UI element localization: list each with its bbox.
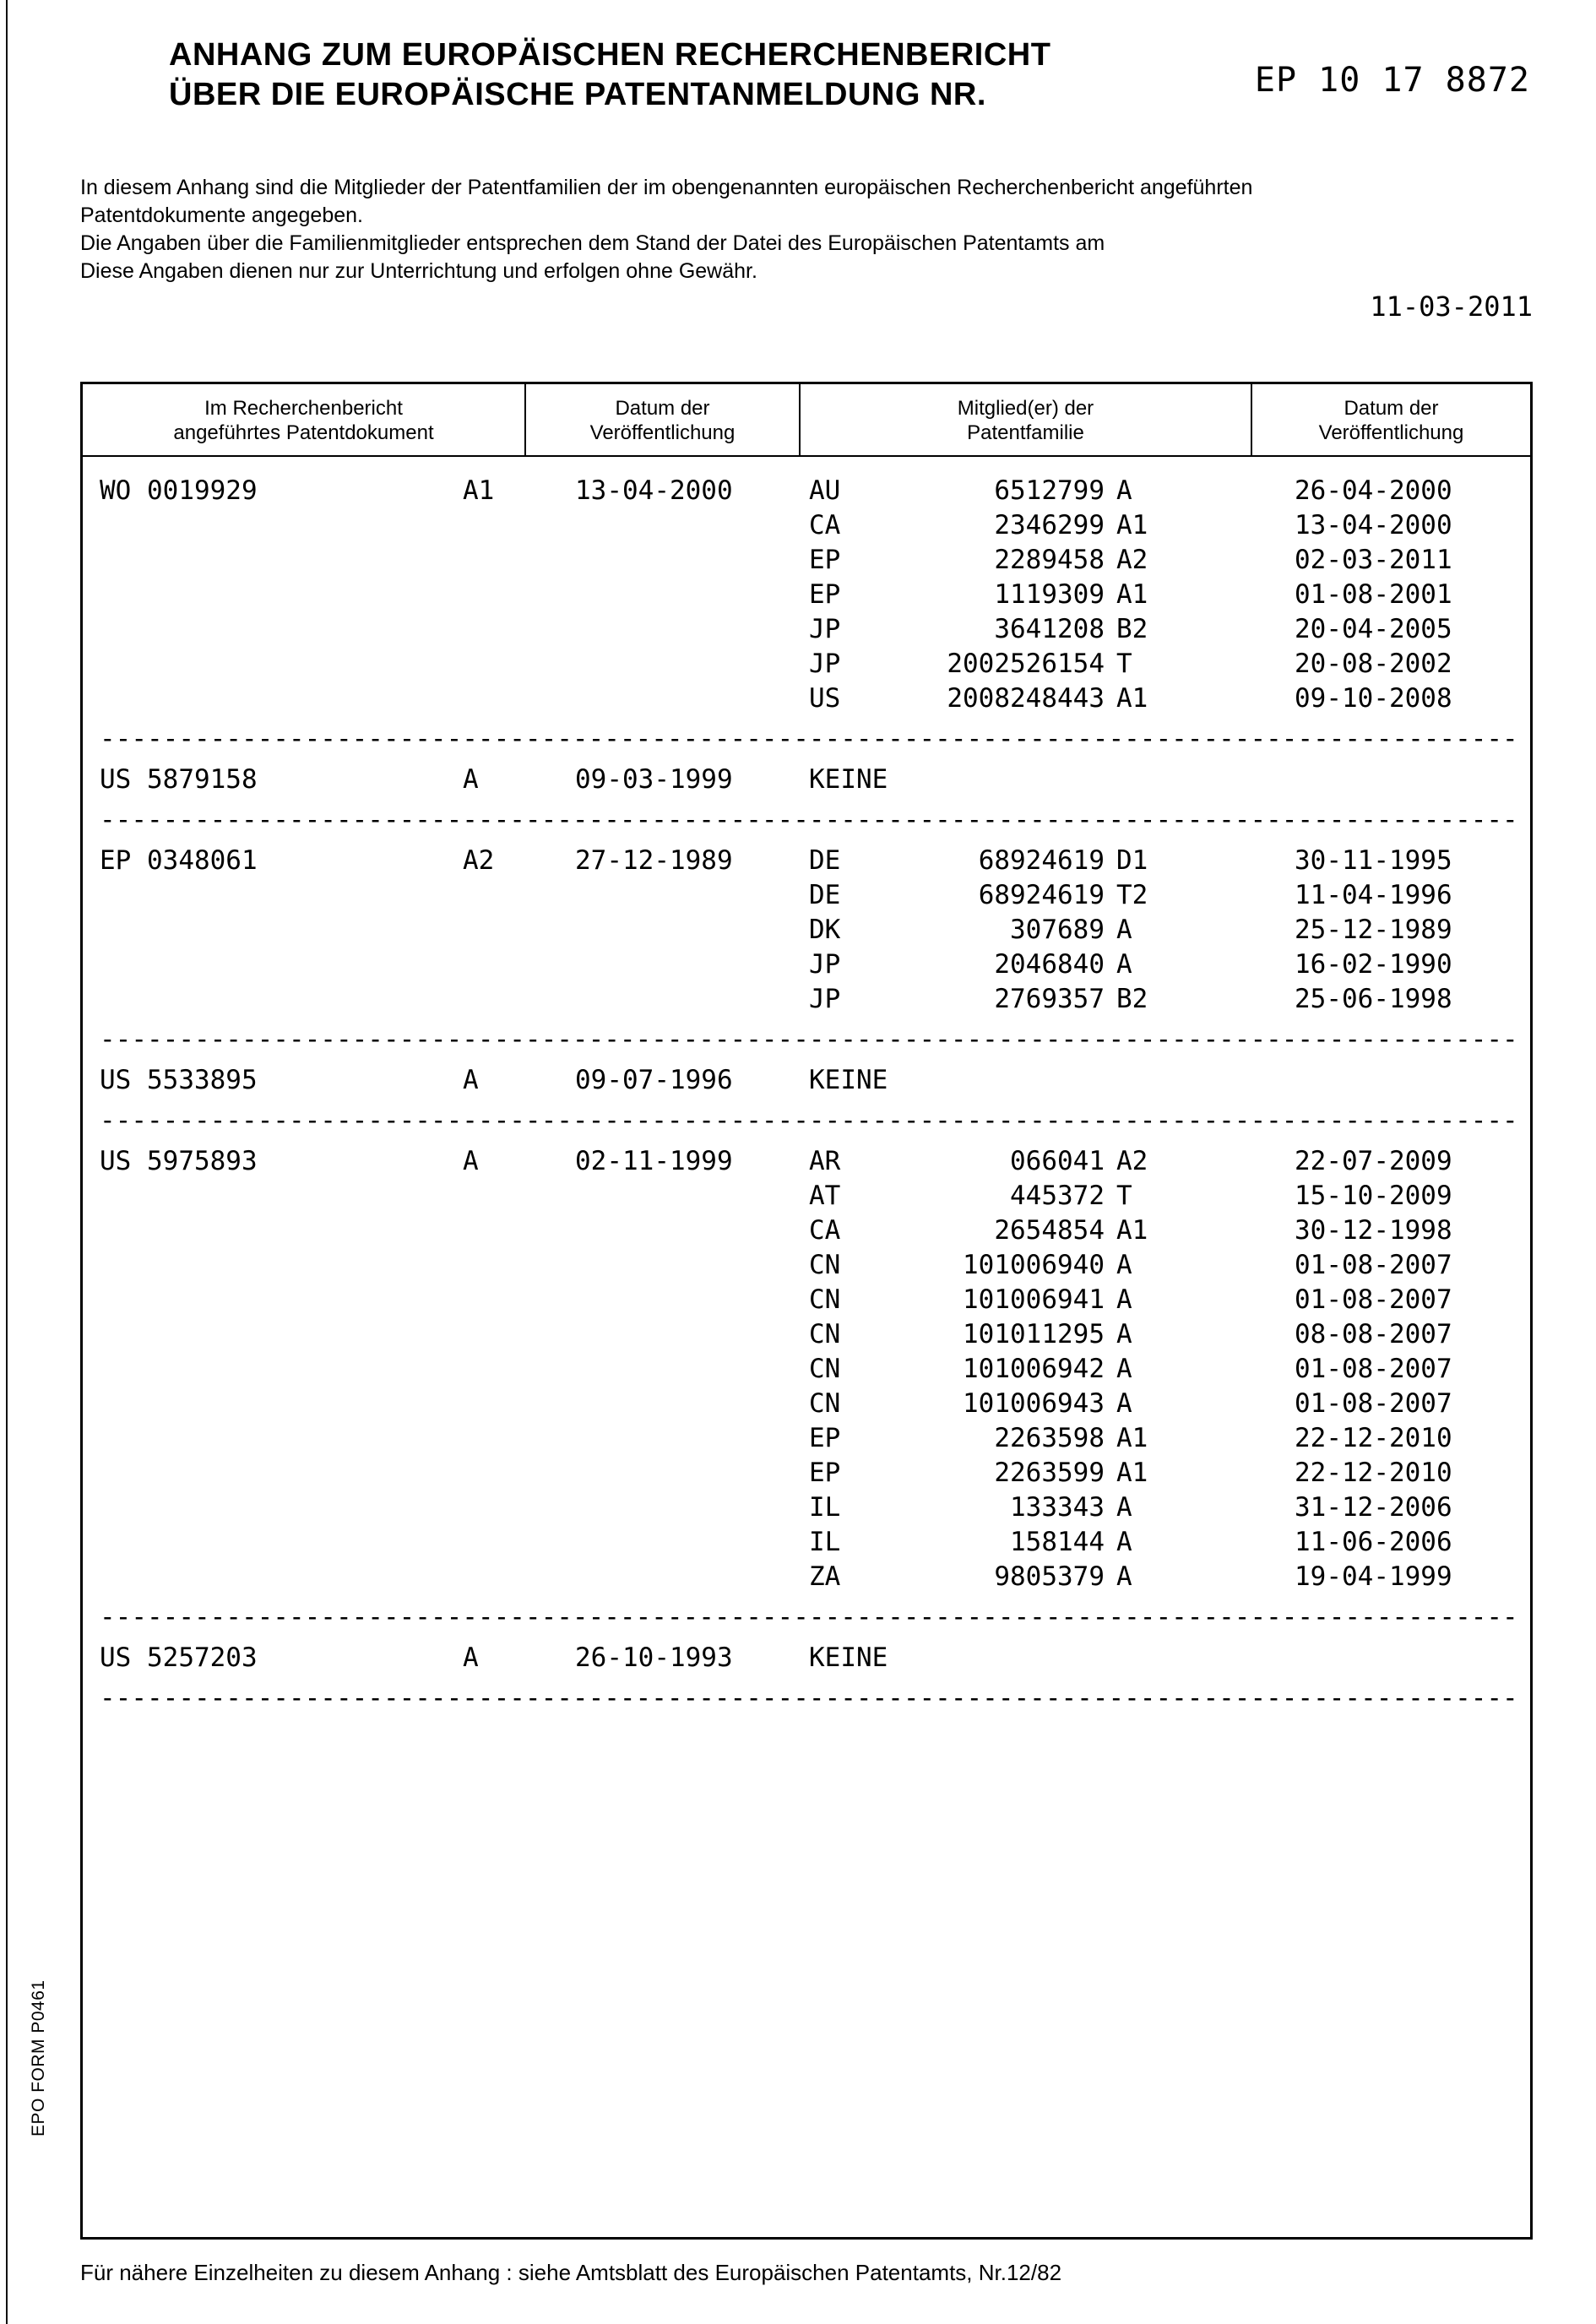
cited-document-cell	[83, 1063, 526, 1098]
member-number: 9805379	[994, 1561, 1105, 1592]
member-publication-date-cell: 01-08-2007	[1295, 1388, 1452, 1419]
member-number: 68924619	[978, 845, 1105, 876]
cited-document-cell	[83, 1179, 526, 1214]
member-country: JP	[809, 614, 841, 644]
family-member-cell	[801, 1525, 1252, 1560]
member-number: 158144	[1010, 1527, 1105, 1557]
dashed-separator: ------------------------------------------------------------------------------------------	[100, 1683, 1518, 1713]
no-family-members-label: KEINE	[809, 1065, 888, 1095]
table-row	[83, 612, 1530, 647]
column-header-line: Veröffentlichung	[1318, 421, 1464, 444]
member-number: 307689	[1010, 915, 1105, 945]
cited-document-cell	[83, 948, 526, 982]
member-number: 2346299	[994, 510, 1105, 540]
column-header-line: Veröffentlichung	[589, 421, 736, 444]
cited-publication-date-cell	[526, 1352, 801, 1387]
member-kind: A1	[1116, 579, 1148, 610]
cited-document-number: US 5975893	[100, 1146, 258, 1176]
member-publication-date-cell: 20-08-2002	[1295, 649, 1452, 679]
no-family-members-label: KEINE	[809, 764, 888, 795]
member-number: 2002526154	[947, 649, 1105, 679]
cited-document-cell	[83, 844, 526, 878]
cited-document-number: WO 0019929	[100, 475, 258, 506]
cited-publication-date-cell	[526, 1491, 801, 1525]
footer-note: Für nähere Einzelheiten zu diesem Anhang : siehe Amtsblatt des Europäischen Patentamts, Nr.12/82	[80, 2260, 1062, 2285]
cited-document-cell	[83, 763, 526, 797]
member-kind: A2	[1116, 1146, 1148, 1176]
cited-publication-date-cell	[526, 913, 801, 948]
family-member-cell	[801, 1283, 1252, 1317]
member-country: CN	[809, 1319, 841, 1349]
member-country: JP	[809, 649, 841, 679]
table-row	[83, 982, 1530, 1017]
member-publication-date-cell: 01-08-2007	[1295, 1250, 1452, 1280]
cited-publication-date-cell	[526, 1525, 801, 1560]
cited-publication-date-cell	[526, 508, 801, 543]
member-kind: A	[1116, 1527, 1132, 1557]
member-country: JP	[809, 984, 841, 1014]
member-country: CN	[809, 1250, 841, 1280]
family-member-cell	[801, 474, 1252, 508]
cited-document-cell	[83, 681, 526, 716]
intro-line-1: In diesem Anhang sind die Mitglieder der Patentfamilien der im obengenannten europäischen Recherchenbericht angeführten	[80, 176, 1253, 199]
member-publication-date-cell	[1252, 1641, 1530, 1675]
table-body	[83, 457, 1530, 1716]
family-member-cell	[801, 1179, 1252, 1214]
cited-publication-date-cell	[526, 1283, 801, 1317]
member-publication-date-cell: 30-11-1995	[1295, 845, 1452, 876]
column-header-line: Datum der	[1344, 397, 1439, 420]
table-row	[83, 1144, 1530, 1179]
family-member-cell	[801, 1491, 1252, 1525]
member-kind: A	[1116, 1492, 1132, 1523]
cited-publication-date-cell	[526, 1214, 801, 1248]
member-kind: A	[1116, 1561, 1132, 1592]
table-row	[83, 1063, 1530, 1098]
member-publication-date-cell: 13-04-2000	[1295, 510, 1452, 540]
table-row	[83, 474, 1530, 508]
family-member-cell	[801, 612, 1252, 647]
member-publication-date-cell: 25-12-1989	[1295, 915, 1452, 945]
table-row	[83, 1421, 1530, 1456]
cited-publication-date-cell: 09-03-1999	[575, 764, 733, 795]
member-number: 6512799	[994, 475, 1105, 506]
family-member-cell	[801, 1387, 1252, 1421]
member-number: 2008248443	[947, 683, 1105, 714]
member-country: IL	[809, 1527, 841, 1557]
cited-publication-date-cell	[526, 1248, 801, 1283]
member-number: 2263598	[994, 1423, 1105, 1453]
member-kind: A2	[1116, 545, 1148, 575]
member-country: CA	[809, 510, 841, 540]
cited-document-cell	[83, 1317, 526, 1352]
table-row	[83, 1387, 1530, 1421]
family-member-cell	[801, 913, 1252, 948]
member-publication-date-cell: 22-12-2010	[1295, 1458, 1452, 1488]
member-number: 2263599	[994, 1458, 1105, 1488]
table-row	[83, 1352, 1530, 1387]
member-publication-date-cell: 19-04-1999	[1295, 1561, 1452, 1592]
member-publication-date-cell: 01-08-2001	[1295, 579, 1452, 610]
member-country: CN	[809, 1388, 841, 1419]
title-line-2: ÜBER DIE EUROPÄISCHE PATENTANMELDUNG NR.	[169, 77, 986, 112]
column-header-line: Mitglied(er) der	[957, 397, 1094, 420]
cited-document-cell	[83, 1491, 526, 1525]
table-row	[83, 844, 1530, 878]
table-row	[83, 913, 1530, 948]
cited-document-cell	[83, 578, 526, 612]
cited-document-kind: A1	[463, 475, 495, 506]
document-title	[169, 35, 1050, 115]
family-member-cell	[801, 1456, 1252, 1491]
column-header-line: angeführtes Patentdokument	[173, 421, 434, 444]
member-country: CA	[809, 1215, 841, 1246]
cited-document-cell	[83, 1421, 526, 1456]
cited-document-kind: A2	[463, 845, 495, 876]
member-country: IL	[809, 1492, 841, 1523]
cited-document-cell	[83, 1352, 526, 1387]
cited-document-cell	[83, 1560, 526, 1594]
family-member-cell	[801, 508, 1252, 543]
table-row	[83, 1491, 1530, 1525]
member-country: DE	[809, 880, 841, 910]
report-date: 11-03-2011	[1370, 290, 1533, 323]
column-header-family-members	[801, 384, 1252, 455]
member-kind: B2	[1116, 984, 1148, 1014]
table-row	[83, 948, 1530, 982]
cited-document-cell	[83, 474, 526, 508]
member-kind: A1	[1116, 1423, 1148, 1453]
table-row	[83, 878, 1530, 913]
member-country: US	[809, 683, 841, 714]
member-kind: A	[1116, 915, 1132, 945]
family-member-cell	[801, 878, 1252, 913]
table-row	[83, 1641, 1530, 1675]
member-kind: T2	[1116, 880, 1148, 910]
family-member-cell	[801, 578, 1252, 612]
family-member-cell	[801, 1248, 1252, 1283]
column-header-line: Datum der	[615, 397, 710, 420]
member-kind: A	[1116, 1354, 1132, 1384]
intro-line-2: Patentdokumente angegeben.	[80, 204, 363, 227]
column-header-line: Im Recherchenbericht	[204, 397, 403, 420]
member-kind: A	[1116, 1388, 1132, 1419]
member-number: 066041	[1010, 1146, 1105, 1176]
member-number: 68924619	[978, 880, 1105, 910]
table-row	[83, 508, 1530, 543]
table-row	[83, 543, 1530, 578]
member-country: EP	[809, 579, 841, 610]
family-member-cell	[801, 763, 1252, 797]
member-kind: A1	[1116, 1215, 1148, 1246]
column-header-member-date	[1252, 384, 1530, 455]
cited-document-number: US 5879158	[100, 764, 258, 795]
cited-publication-date-cell	[526, 1456, 801, 1491]
intro-line-3: Die Angaben über die Familienmitglieder entsprechen dem Stand der Datei des Europäischen Patentamts am	[80, 231, 1105, 255]
member-publication-date-cell: 11-04-1996	[1295, 880, 1452, 910]
member-kind: A	[1116, 475, 1132, 506]
member-publication-date-cell: 26-04-2000	[1295, 475, 1452, 506]
table-row	[83, 1248, 1530, 1283]
member-kind: T	[1116, 1181, 1132, 1211]
cited-publication-date-cell	[526, 982, 801, 1017]
member-country: EP	[809, 1423, 841, 1453]
member-publication-date-cell: 22-12-2010	[1295, 1423, 1452, 1453]
cited-document-cell	[83, 1641, 526, 1675]
member-kind: B2	[1116, 614, 1148, 644]
family-member-cell	[801, 1214, 1252, 1248]
cited-document-cell	[83, 1144, 526, 1179]
dashed-separator: ------------------------------------------------------------------------------------------	[100, 1105, 1518, 1136]
cited-publication-date-cell	[526, 1317, 801, 1352]
table-row	[83, 1283, 1530, 1317]
family-member-cell	[801, 844, 1252, 878]
cited-document-cell	[83, 647, 526, 681]
member-publication-date-cell: 01-08-2007	[1295, 1354, 1452, 1384]
member-number: 101006942	[963, 1354, 1105, 1384]
cited-publication-date-cell: 02-11-1999	[575, 1146, 733, 1176]
member-kind: A	[1116, 1250, 1132, 1280]
cited-document-cell	[83, 913, 526, 948]
member-publication-date-cell	[1252, 1063, 1530, 1098]
cited-document-cell	[83, 1525, 526, 1560]
member-publication-date-cell: 01-08-2007	[1295, 1284, 1452, 1315]
member-number: 3641208	[994, 614, 1105, 644]
patent-family-table	[80, 382, 1533, 2240]
column-header-line: Patentfamilie	[967, 421, 1084, 444]
family-member-cell	[801, 948, 1252, 982]
family-member-cell	[801, 1317, 1252, 1352]
cited-publication-date-cell	[526, 1179, 801, 1214]
family-member-cell	[801, 1063, 1252, 1098]
member-country: AT	[809, 1181, 841, 1211]
form-code: EPO FORM P0461	[29, 1979, 48, 2137]
intro-paragraph	[80, 174, 1252, 285]
member-publication-date-cell	[1252, 763, 1530, 797]
dashed-separator: ------------------------------------------------------------------------------------------	[100, 1602, 1518, 1632]
table-row	[83, 681, 1530, 716]
member-publication-date-cell: 09-10-2008	[1295, 683, 1452, 714]
member-country: CN	[809, 1284, 841, 1315]
intro-line-4: Diese Angaben dienen nur zur Unterrichtung und erfolgen ohne Gewähr.	[80, 259, 757, 283]
member-publication-date-cell: 20-04-2005	[1295, 614, 1452, 644]
member-kind: A	[1116, 1319, 1132, 1349]
cited-document-cell	[83, 508, 526, 543]
table-row	[83, 1560, 1530, 1594]
family-member-cell	[801, 1352, 1252, 1387]
cited-document-kind: A	[463, 764, 479, 795]
cited-document-cell	[83, 878, 526, 913]
member-number: 2289458	[994, 545, 1105, 575]
member-kind: A1	[1116, 683, 1148, 714]
column-header-cited-document	[83, 384, 526, 455]
family-member-cell	[801, 543, 1252, 578]
family-member-cell	[801, 681, 1252, 716]
table-row	[83, 647, 1530, 681]
member-publication-date-cell: 11-06-2006	[1295, 1527, 1452, 1557]
cited-document-kind: A	[463, 1146, 479, 1176]
member-kind: A1	[1116, 510, 1148, 540]
cited-document-cell	[83, 1214, 526, 1248]
member-number: 101006941	[963, 1284, 1105, 1315]
no-family-members-label: KEINE	[809, 1643, 888, 1673]
family-member-cell	[801, 982, 1252, 1017]
cited-document-cell	[83, 1248, 526, 1283]
cited-document-number: EP 0348061	[100, 845, 258, 876]
cited-document-cell	[83, 1387, 526, 1421]
cited-publication-date-cell	[526, 681, 801, 716]
member-country: EP	[809, 545, 841, 575]
member-publication-date-cell: 22-07-2009	[1295, 1146, 1452, 1176]
cited-publication-date-cell	[526, 1560, 801, 1594]
member-country: EP	[809, 1458, 841, 1488]
dashed-separator: ------------------------------------------------------------------------------------------	[100, 1024, 1518, 1055]
member-publication-date-cell: 15-10-2009	[1295, 1181, 1452, 1211]
cited-publication-date-cell	[526, 647, 801, 681]
cited-document-kind: A	[463, 1065, 479, 1095]
table-row	[83, 763, 1530, 797]
table-row	[83, 1317, 1530, 1352]
cited-publication-date-cell	[526, 948, 801, 982]
dashed-separator: ------------------------------------------------------------------------------------------	[100, 805, 1518, 835]
application-number: EP 10 17 8872	[1254, 61, 1530, 100]
member-country: DK	[809, 915, 841, 945]
member-number: 133343	[1010, 1492, 1105, 1523]
member-kind: D1	[1116, 845, 1148, 876]
member-publication-date-cell: 16-02-1990	[1295, 949, 1452, 980]
title-line-1: ANHANG ZUM EUROPÄISCHEN RECHERCHENBERICHT	[169, 37, 1051, 73]
member-publication-date-cell: 02-03-2011	[1295, 545, 1452, 575]
member-publication-date-cell: 25-06-1998	[1295, 984, 1452, 1014]
cited-publication-date-cell: 27-12-1989	[575, 845, 733, 876]
family-member-cell	[801, 1421, 1252, 1456]
table-row	[83, 1456, 1530, 1491]
member-country: AR	[809, 1146, 841, 1176]
member-number: 2769357	[994, 984, 1105, 1014]
cited-document-cell	[83, 1456, 526, 1491]
cited-publication-date-cell: 26-10-1993	[575, 1643, 733, 1673]
member-kind: A1	[1116, 1458, 1148, 1488]
cited-publication-date-cell: 13-04-2000	[575, 475, 733, 506]
cited-document-number: US 5257203	[100, 1643, 258, 1673]
member-kind: T	[1116, 649, 1132, 679]
cited-publication-date-cell	[526, 1421, 801, 1456]
cited-publication-date-cell	[526, 1387, 801, 1421]
cited-document-kind: A	[463, 1643, 479, 1673]
cited-document-cell	[83, 1283, 526, 1317]
member-publication-date-cell: 08-08-2007	[1295, 1319, 1452, 1349]
cited-publication-date-cell	[526, 878, 801, 913]
family-member-cell	[801, 647, 1252, 681]
cited-document-number: US 5533895	[100, 1065, 258, 1095]
cited-publication-date-cell	[526, 612, 801, 647]
family-member-cell	[801, 1641, 1252, 1675]
dashed-separator: ------------------------------------------------------------------------------------------	[100, 724, 1518, 754]
cited-publication-date-cell	[526, 543, 801, 578]
member-number: 101006940	[963, 1250, 1105, 1280]
member-publication-date-cell: 31-12-2006	[1295, 1492, 1452, 1523]
member-number: 445372	[1010, 1181, 1105, 1211]
cited-publication-date-cell	[526, 578, 801, 612]
member-country: JP	[809, 949, 841, 980]
member-country: DE	[809, 845, 841, 876]
member-number: 101006943	[963, 1388, 1105, 1419]
cited-document-cell	[83, 612, 526, 647]
member-country: CN	[809, 1354, 841, 1384]
family-member-cell	[801, 1144, 1252, 1179]
member-country: AU	[809, 475, 841, 506]
member-publication-date-cell: 30-12-1998	[1295, 1215, 1452, 1246]
table-row	[83, 578, 1530, 612]
member-country: ZA	[809, 1561, 841, 1592]
cited-publication-date-cell: 09-07-1996	[575, 1065, 733, 1095]
member-number: 2654854	[994, 1215, 1105, 1246]
member-kind: A	[1116, 1284, 1132, 1315]
family-member-cell	[801, 1560, 1252, 1594]
table-row	[83, 1214, 1530, 1248]
table-row	[83, 1179, 1530, 1214]
scan-edge-line	[6, 0, 8, 2324]
member-kind: A	[1116, 949, 1132, 980]
table-header-row	[83, 384, 1530, 457]
member-number: 101011295	[963, 1319, 1105, 1349]
cited-document-cell	[83, 982, 526, 1017]
member-number: 2046840	[994, 949, 1105, 980]
column-header-cited-date	[526, 384, 801, 455]
cited-document-cell	[83, 543, 526, 578]
table-row	[83, 1525, 1530, 1560]
member-number: 1119309	[994, 579, 1105, 610]
